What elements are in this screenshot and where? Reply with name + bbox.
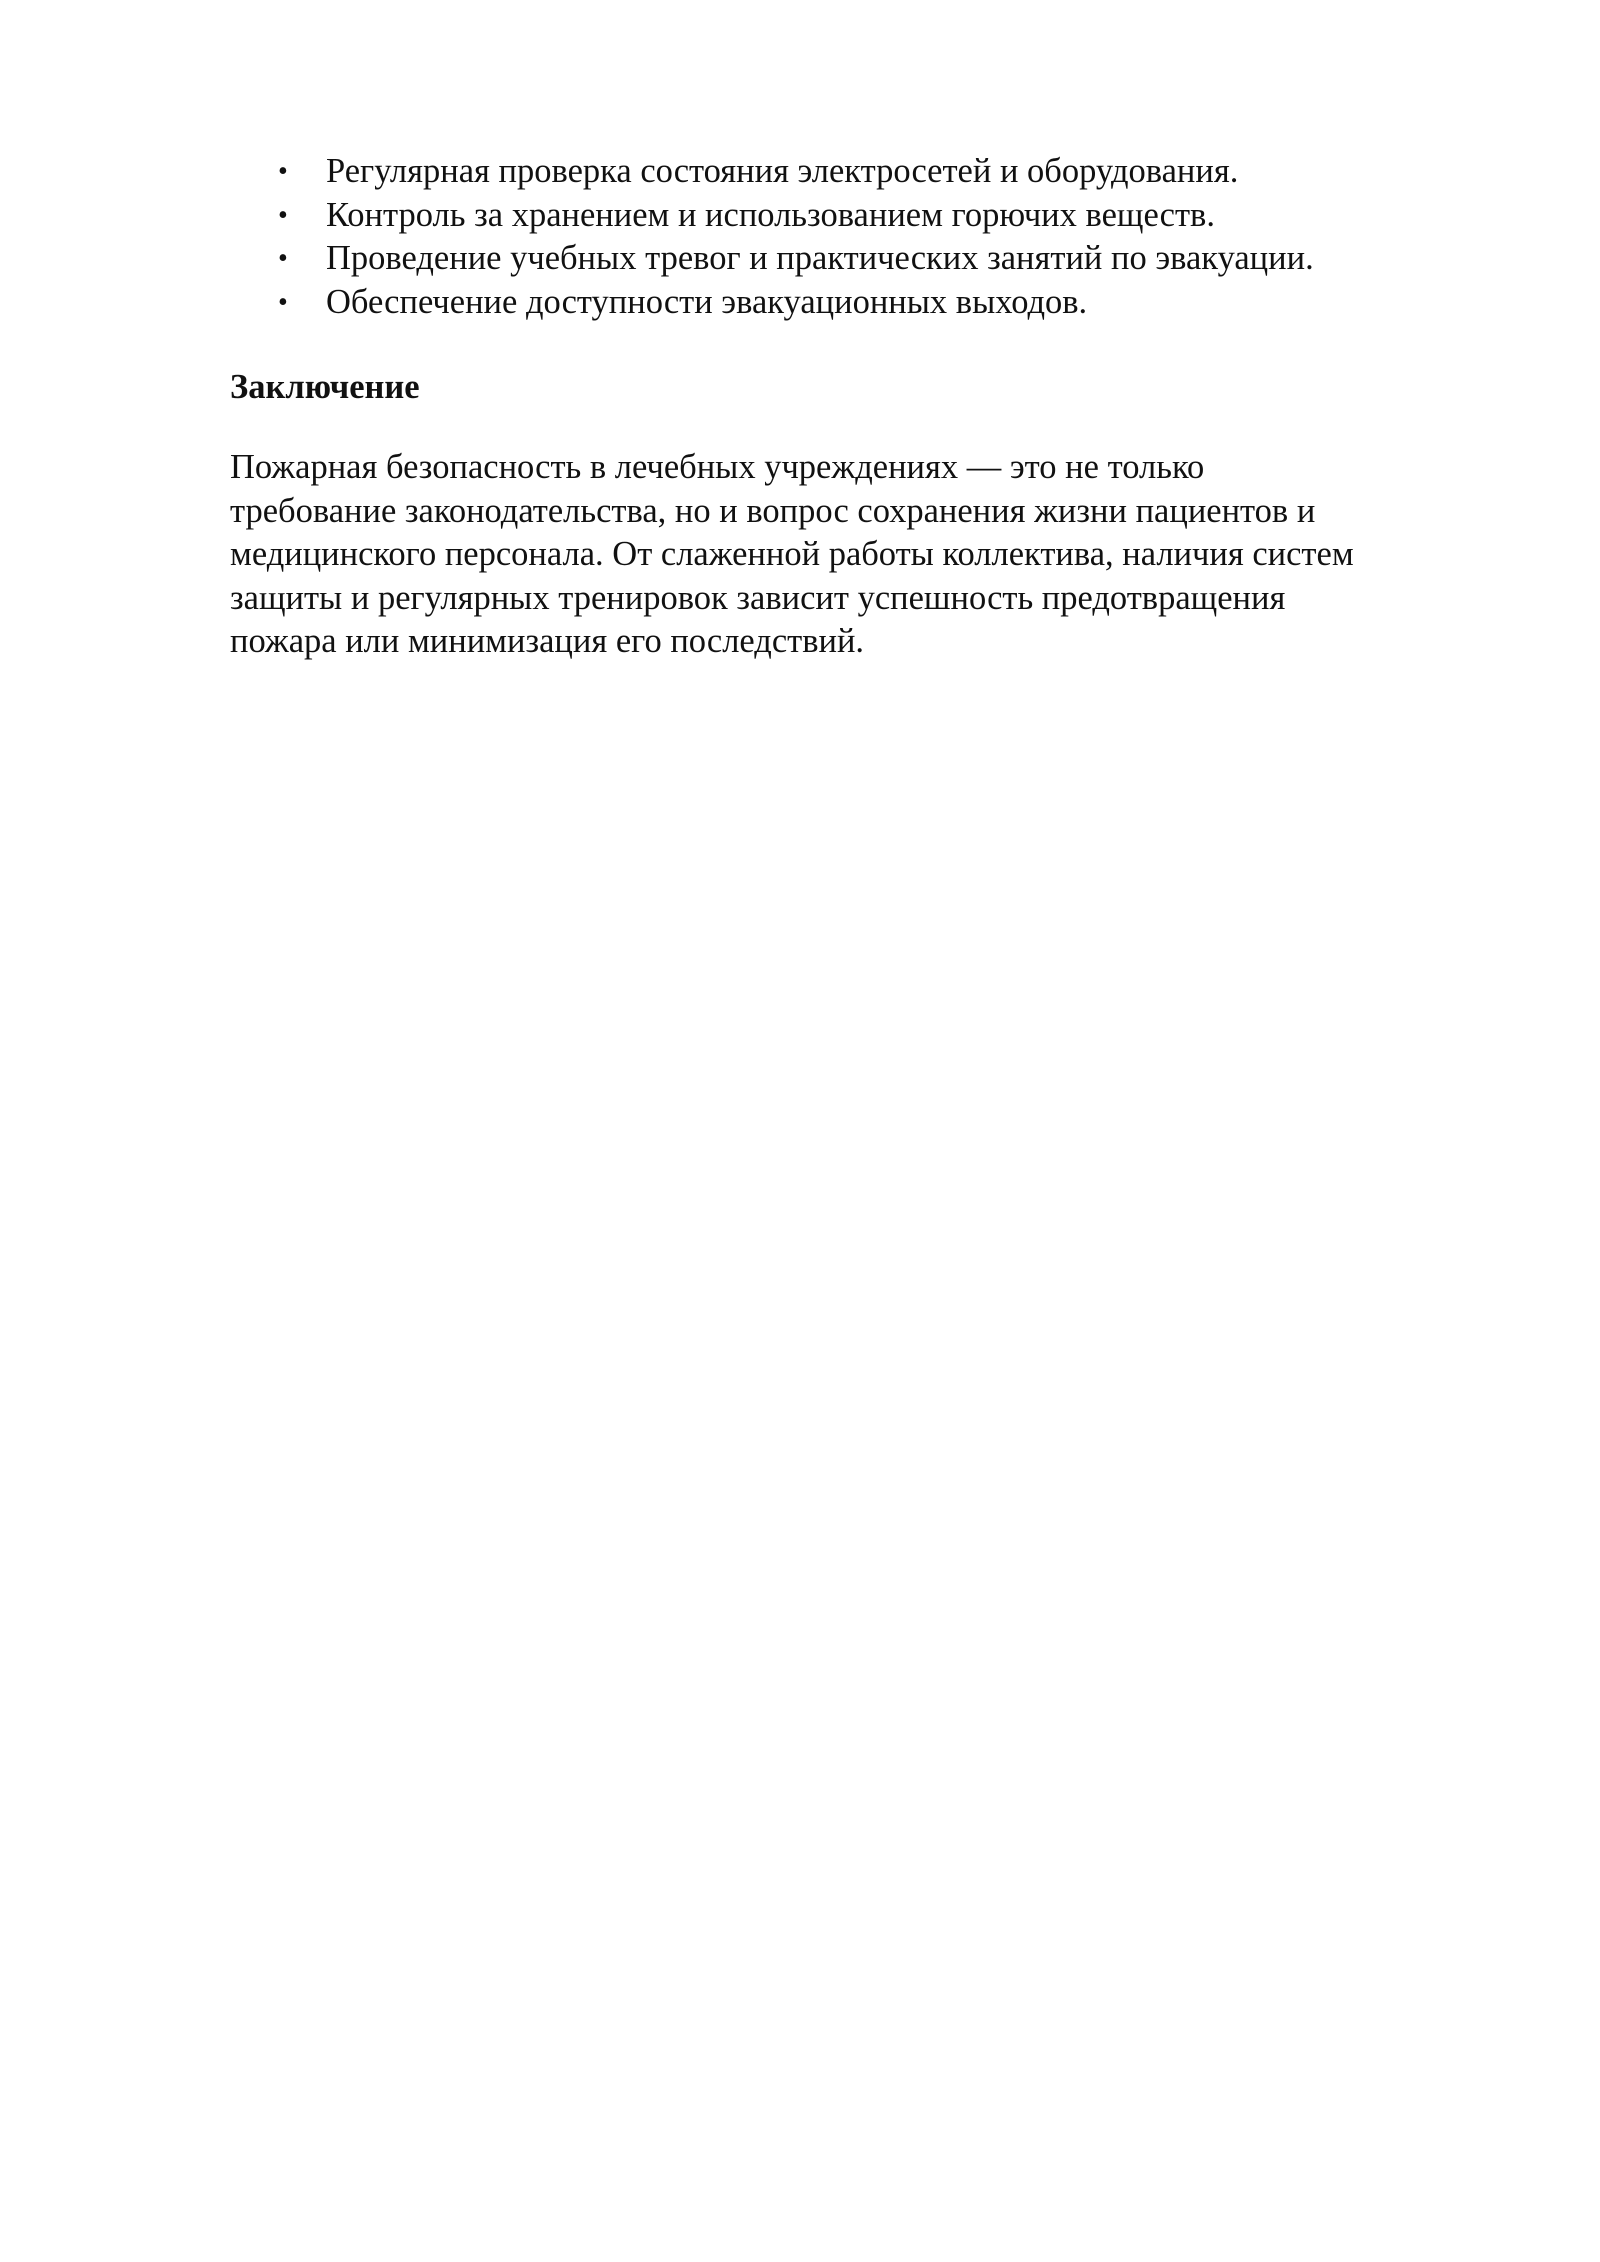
paragraph-line: пожара или минимизация его последствий.	[230, 622, 865, 660]
paragraph-line: медицинского персонала. От слаженной работы коллектива, наличия систем	[230, 535, 1354, 573]
list-item	[230, 194, 1480, 238]
bullet-icon: •	[278, 156, 288, 187]
list-item	[230, 237, 1480, 281]
list-item-text: Регулярная проверка состояния электросетей и оборудования.	[326, 152, 1239, 190]
bullet-icon: •	[278, 286, 288, 318]
paragraph-line: Пожарная безопасность в лечебных учреждениях — это не только	[230, 448, 1205, 486]
list-item	[230, 150, 1480, 194]
conclusion-heading: Заключение	[230, 368, 420, 406]
list-item	[230, 281, 1480, 325]
conclusion-paragraph	[230, 446, 1500, 664]
list-item-text: Контроль за хранением и использованием горючих веществ.	[326, 195, 1215, 234]
list-item-text: Обеспечение доступности эвакуационных выходов.	[326, 282, 1088, 321]
bullet-icon: •	[278, 199, 288, 231]
paragraph-line: защиты и регулярных тренировок зависит успешность предотвращения	[230, 578, 1286, 617]
bullet-icon: •	[278, 243, 288, 274]
list-item-text: Проведение учебных тревог и практических занятий по эвакуации.	[326, 239, 1314, 277]
measures-bullet-list	[230, 150, 1480, 324]
paragraph-line: требование законодательства, но и вопрос сохранения жизни пациентов и	[230, 491, 1316, 530]
